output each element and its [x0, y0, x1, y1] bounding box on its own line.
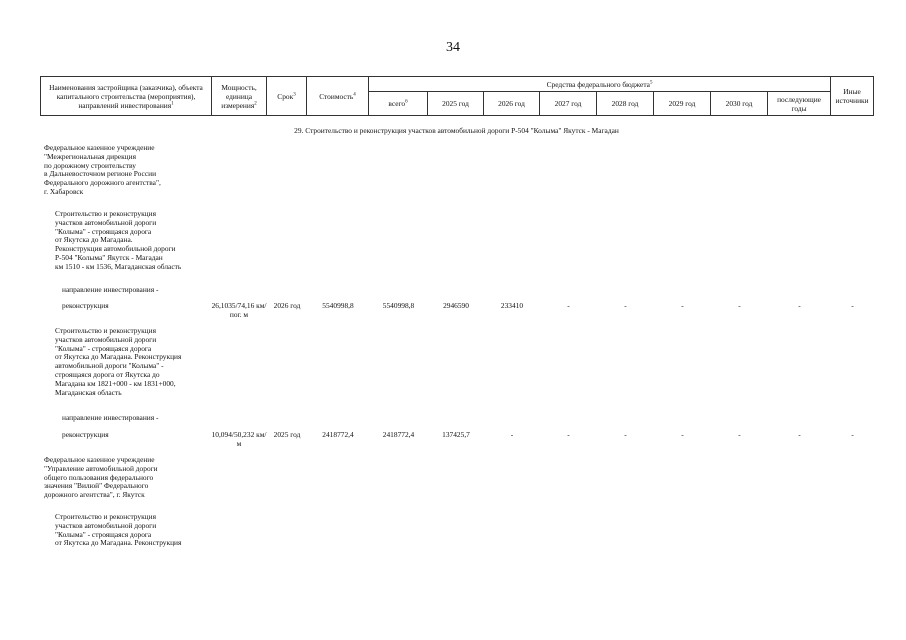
- header-other-sources: Иные источники: [831, 77, 874, 116]
- header-total: всего$^6$: [369, 92, 428, 116]
- project-2-2030: -: [738, 430, 741, 439]
- header-2025: 2025 год: [428, 92, 484, 116]
- project-2-cost: 2418772,4: [322, 430, 354, 439]
- project-3-name: Строительство и реконструкция участков автомобильной дороги "Колыма" - строящаяся дорога от Якутска до Магадана. Реконструкция: [55, 512, 182, 548]
- page-number: 34: [446, 40, 460, 55]
- org-1: Федеральное казенное учреждение "Межрегиональная дирекция по дорожному строительству в Дальневосточном регионе России Федерального дорожного агентства", г. Хабаровск: [44, 143, 161, 196]
- header-term-col: Срок$^3$: [267, 77, 307, 116]
- project-1-capacity: 26,1035/74,16 км/пог. м: [211, 301, 267, 319]
- header-2028: 2028 год: [597, 92, 654, 116]
- project-2-type: реконструкция: [62, 430, 109, 439]
- project-2-2025: 137425,7: [442, 430, 470, 439]
- project-1-later: -: [798, 301, 801, 310]
- project-2-total: 2418772,4: [382, 430, 415, 439]
- header-later-years: последующие годы: [768, 92, 831, 116]
- header-name-col: Наименования застройщика (заказчика), объекта капитального строительства (мероприятия), направлений инвестирования$^1$: [41, 77, 212, 116]
- project-1-total: 5540998,8: [382, 301, 415, 310]
- project-2-2027: -: [567, 430, 570, 439]
- project-2-capacity: 10,094/50,232 км/м: [211, 430, 267, 448]
- project-2-term: 2025 год: [273, 430, 301, 439]
- project-2-2029: -: [681, 430, 684, 439]
- budget-table-header: [40, 76, 874, 116]
- project-1-term: 2026 год: [273, 301, 301, 310]
- project-1-2029: -: [681, 301, 684, 310]
- header-2030: 2030 год: [711, 92, 768, 116]
- project-1-direction: направление инвестирования -: [62, 285, 159, 294]
- project-1-2025: 2946590: [443, 301, 469, 310]
- section-title: 29. Строительство и реконструкция участков автомобильной дороги Р-504 "Колыма" Якутск - Магадан: [294, 126, 619, 135]
- project-1-2027: -: [567, 301, 570, 310]
- project-2-later: -: [798, 430, 801, 439]
- project-2-2026: -: [510, 430, 514, 439]
- header-2029: 2029 год: [654, 92, 711, 116]
- project-1-name: Строительство и реконструкция участков автомобильной дороги "Колыма" - строящаяся дорога от Якутска до Магадана. Реконструкция автомобильной дороги Р-504 "Колыма" Якутск - Магадан км 1510 - км 1536, Магаданская область: [55, 209, 182, 271]
- project-2-other: -: [851, 430, 854, 439]
- header-2027: 2027 год: [540, 92, 597, 116]
- org-2: Федеральное казенное учреждение "Управление автомобильной дороги общего пользования федерального значения "Вилюй" Федерального дорожного агентства", г. Якутск: [44, 455, 158, 500]
- project-1-2028: -: [624, 301, 627, 310]
- header-capacity-col: Мощность, единица измерения$^2$: [212, 77, 267, 116]
- project-1-type: реконструкция: [62, 301, 109, 310]
- project-1-2030: -: [738, 301, 741, 310]
- project-2-direction: направление инвестирования -: [62, 413, 159, 422]
- header-cost-col: Стоимость$^4$: [307, 77, 369, 116]
- project-1-cost: 5540998,8: [322, 301, 354, 310]
- header-2026: 2026 год: [484, 92, 540, 116]
- project-2-2028: -: [624, 430, 627, 439]
- header-federal-budget: Средства федерального бюджета$^5$: [369, 77, 831, 92]
- project-1-2026: 233410: [500, 301, 524, 310]
- project-2-name: Строительство и реконструкция участков автомобильной дороги "Колыма" - строящаяся дорога от Якутска до Магадана. Реконструкция автомобильной дороги "Колыма" - строящаяся дорога от Якутска до Магадана км 1821+000 - км 1831+000, Магаданская область: [55, 326, 182, 397]
- project-1-other: -: [851, 301, 854, 310]
